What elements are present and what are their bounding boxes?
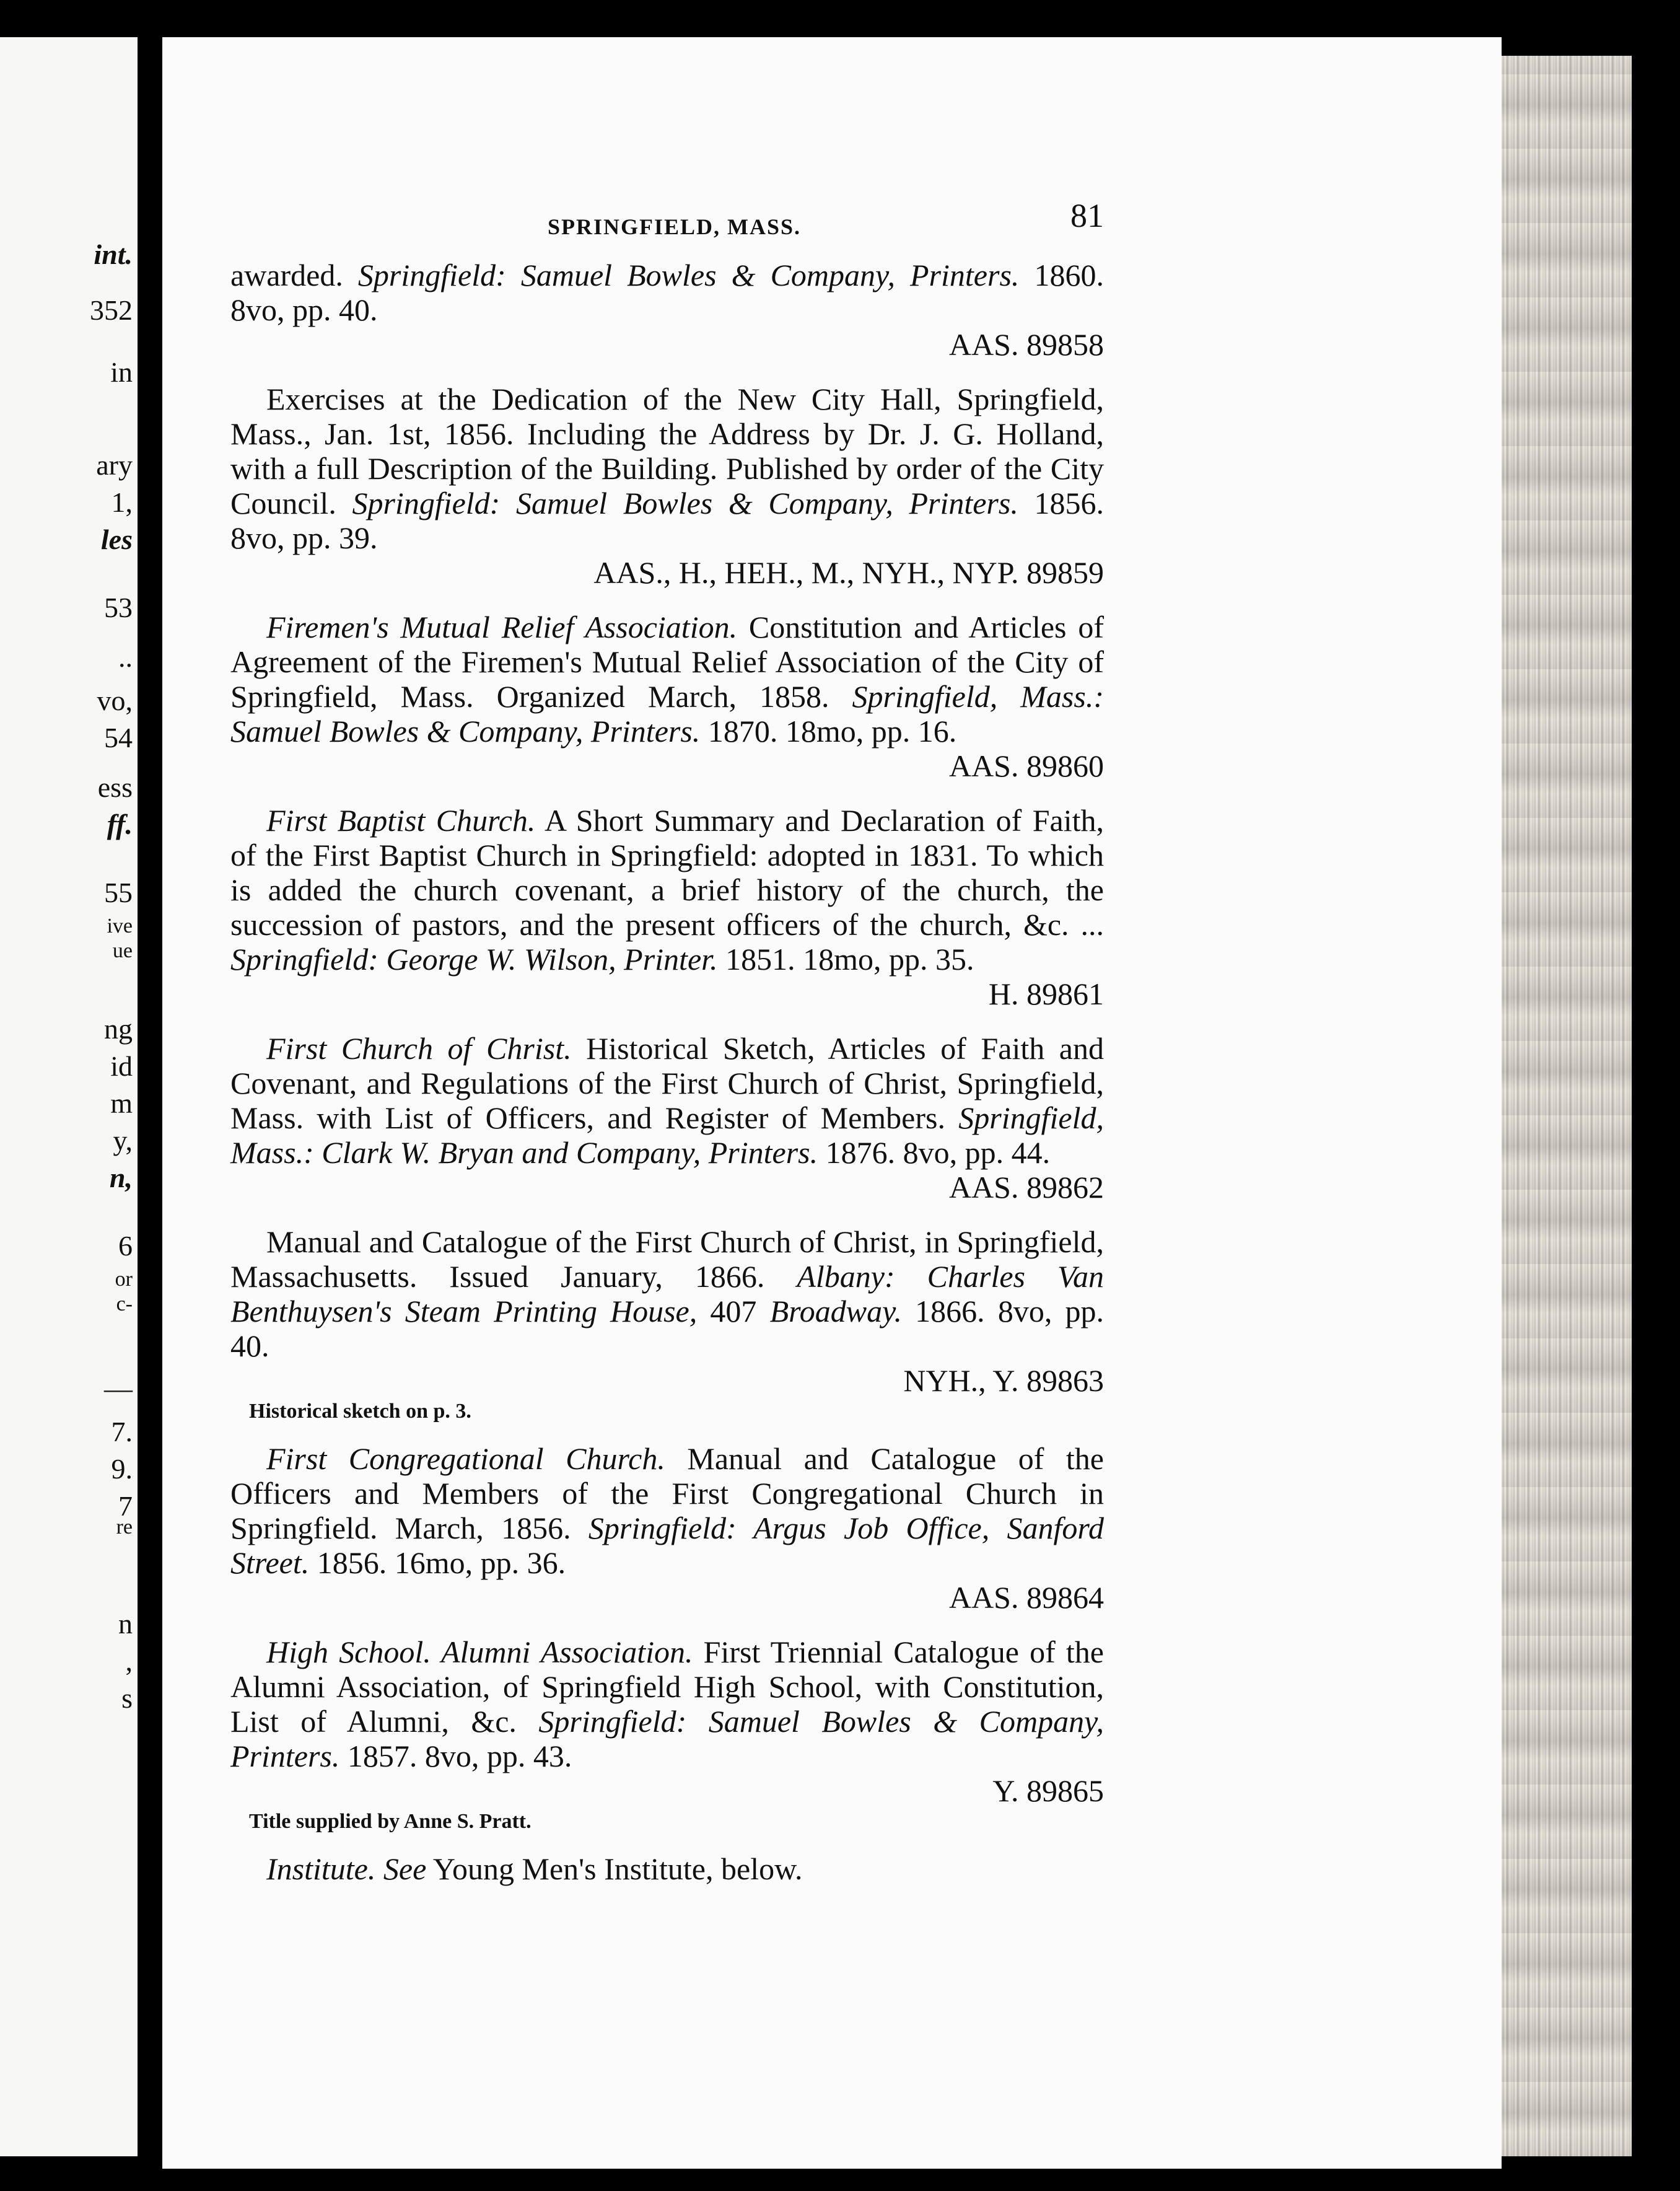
entry-89865-locations: Y. 89865 <box>992 1773 1104 1808</box>
entry-89864: First Congregational Church. Manual and Catalogue of the Officers and Members of the First Congregational Church in Springfield. March, 1856. Springfield: Argus Job Office, Sanford Street. 1856. 16mo, pp. 36. <box>230 1441 1105 1580</box>
facing-page-line-end: ive <box>107 915 133 937</box>
page-edge-stack <box>1502 56 1632 2156</box>
entry-89862: First Church of Christ. Historical Sketch, Articles of Faith and Covenant, and Regulations of the First Church of Christ, Springfield, Mass. with List of Officers, and Register of Members. Springfield, Mass.: Clark W. Bryan and Company, Printers. 1876. 8vo, pp. 44. <box>230 1031 1104 1170</box>
facing-page-line-end: .. <box>118 641 133 673</box>
facing-page-line-end: n, <box>109 1162 133 1193</box>
facing-page-line-end: ess <box>97 771 133 803</box>
facing-page-line-end: y, <box>113 1125 133 1156</box>
entry-89862-locations: AAS. 89862 <box>948 1170 1104 1205</box>
page-text <box>230 198 1104 1886</box>
facing-page-line-end: or <box>115 1268 133 1291</box>
entry-89865-note: Title supplied by Anne S. Pratt. <box>249 1810 532 1833</box>
entry-89865: High School. Alumni Association. First Triennial Catalogue of the Alumni Association, of Springfield High School, with Constitution, List of Alumni, &c. Springfield: Samuel Bowles & Company, Printers. 1857. 8vo, pp. 43. <box>230 1635 1105 1773</box>
entry-89859-locations: AAS., H., HEH., M., NYH., NYP. 89859 <box>593 555 1104 590</box>
facing-page-line-end: in <box>110 356 133 388</box>
entry-89863-note: Historical sketch on p. 3. <box>249 1400 471 1423</box>
facing-page-line-end: , <box>125 1645 133 1677</box>
facing-page-line-end: id <box>110 1050 133 1082</box>
facing-page-line-end: ary <box>96 449 133 481</box>
facing-page-line-end: c- <box>116 1293 133 1315</box>
facing-page-line-end: 55 <box>104 877 133 908</box>
entry-89860: Firemen's Mutual Relief Association. Constitution and Articles of Agreement of the Firemen's Mutual Relief Association of the City of Springfield, Mass. Organized March, 1858. Springfield, Mass.: Samuel Bowles & Company, Printers. 1870. 18mo, pp. 16. <box>230 610 1104 749</box>
entry-89858: awarded. Springfield: Samuel Bowles & Company, Printers. 1860. 8vo, pp. 40. <box>230 258 1104 327</box>
facing-page-line-end: m <box>110 1087 133 1119</box>
running-header <box>230 197 1104 239</box>
entry-89864-locations: AAS. 89864 <box>948 1580 1104 1615</box>
entry-89858-locations: AAS. 89858 <box>948 327 1104 362</box>
facing-page-line-end: int. <box>94 239 133 270</box>
entry-89860-locations: AAS. 89860 <box>948 749 1104 783</box>
facing-page-line-end: 7 <box>118 1490 133 1522</box>
facing-page-line-end: s <box>121 1682 133 1714</box>
page-number: 81 <box>1070 197 1104 234</box>
facing-page-line-end: ue <box>112 939 133 962</box>
facing-page-line-end: 9. <box>111 1453 133 1485</box>
facing-page-line-end: 53 <box>104 592 133 623</box>
facing-page-line-end: les <box>100 524 133 555</box>
entry-89861: First Baptist Church. A Short Summary and Declaration of Faith, of the First Baptist Church in Springfield: adopted in 1831. To which is added the church covenant, a brief history of the church, the succession of pastors, and the present officers of the church, &c. ... Springfield: George W. Wilson, Printer. 1851. 18mo, pp. 35. <box>230 803 1104 977</box>
facing-page-line-end: n <box>118 1608 133 1640</box>
facing-page-line-end: ff. <box>107 809 133 840</box>
cross-reference: Institute. See Young Men's Institute, below. <box>266 1851 803 1886</box>
facing-page-line-end: 54 <box>104 722 133 753</box>
entry-89863: Manual and Catalogue of the First Church of Christ, in Springfield, Massachusetts. Issued January, 1866. Albany: Charles Van Benthuysen's Steam Printing House, 407 Broadway. 1866. 8vo, pp. 40. <box>230 1224 1105 1363</box>
facing-page-line-end: 6 <box>118 1230 133 1262</box>
facing-page-line-end: — <box>104 1372 133 1404</box>
entry-89863-locations: NYH., Y. 89863 <box>903 1363 1104 1398</box>
entry-89859: Exercises at the Dedication of the New City Hall, Springfield, Mass., Jan. 1st, 1856. Including the Address by Dr. J. G. Holland, with a full Description of the Building. Published by order of the City Council. Springfield: Samuel Bowles & Company, Printers. 1856. 8vo, pp. 39. <box>230 382 1105 555</box>
facing-page-line-end: 352 <box>90 294 133 326</box>
facing-page-line-end: ng <box>104 1013 133 1045</box>
facing-page-line-end: vo, <box>97 685 133 716</box>
facing-page-fragment <box>0 37 138 2156</box>
facing-page-line-end: 7. <box>111 1416 133 1447</box>
running-title: SPRINGFIELD, MASS. <box>548 214 802 239</box>
entry-89861-locations: H. 89861 <box>988 977 1104 1011</box>
facing-page-line-end: re <box>116 1516 133 1539</box>
facing-page-line-end: 1, <box>111 486 133 518</box>
